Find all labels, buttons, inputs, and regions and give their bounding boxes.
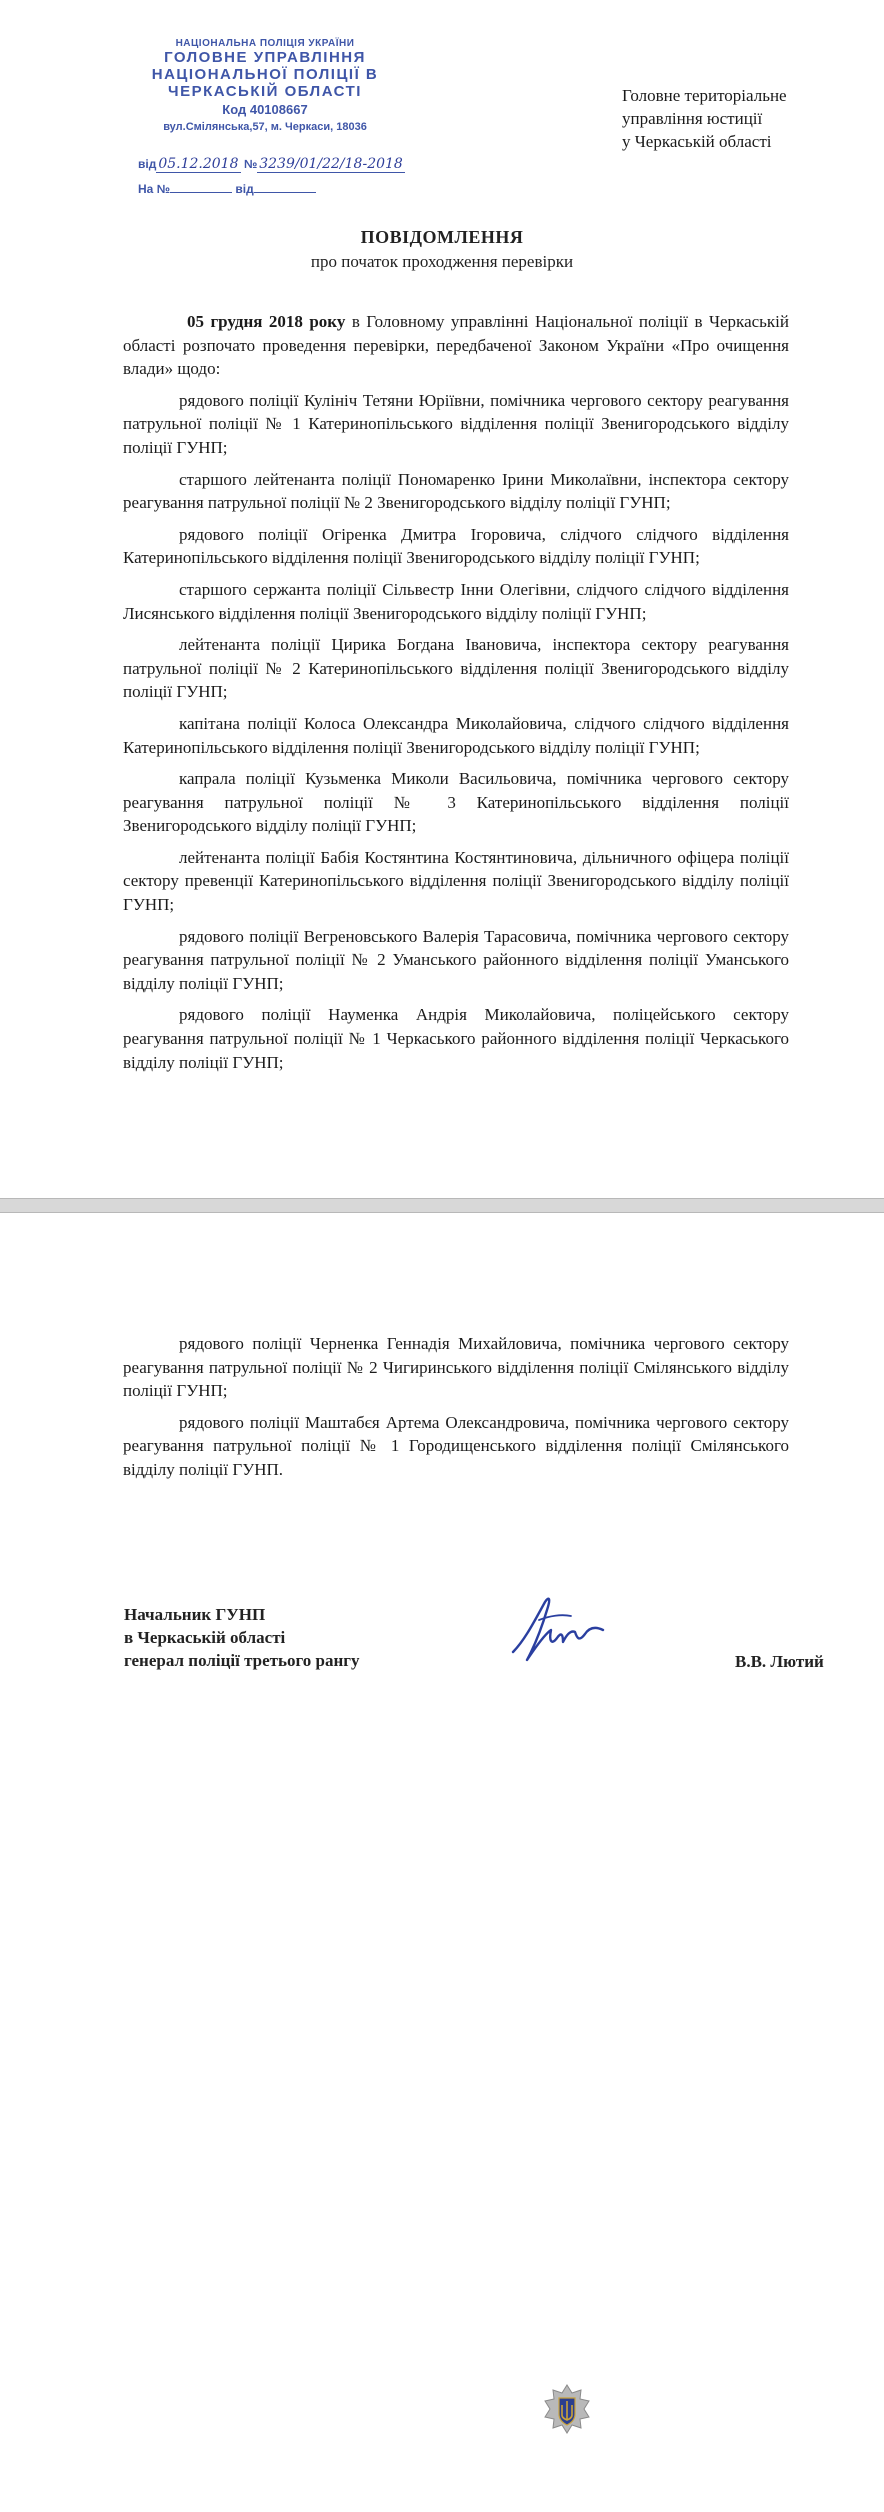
registration-stamp [100,38,430,196]
stamp-address: вул.Смілянська,57, м. Черкаси, 18036 [163,121,367,133]
list-item: капітана поліції Колоса Олександра Миколайовича, слідчого слідчого відділення Катеринопільського відділення поліції Звенигородського відділу поліції ГУНП; [123,713,789,757]
list-item: рядового поліції Кулініч Тетяни Юріївни, помічника чергового сектору реагування патрульної поліції № 1 Катеринопільського відділення поліції Звенигородського відділу поліції ГУНП; [123,390,789,457]
signatory-name: В.В. Лютий [735,1652,824,1671]
list-item: старшого лейтенанта поліції Пономаренко Ірини Миколаївни, інспектора сектору реагування патрульної поліції № 2 Звенигородського відділу поліції ГУНП; [123,469,789,513]
intro-date: 05 грудня 2018 року [187,312,346,331]
stamp-ref-no-label: № [243,157,258,171]
document-body-page-1 [123,310,789,1082]
stamp-incoming-label: На № [138,182,171,196]
stamp-outgoing-reference [138,156,405,172]
list-item: капрала поліції Кузьменка Миколи Васильовича, помічника чергового сектору реагування патрульної поліції № 3 Катеринопільського відділення поліції Звенигородського відділу поліції ГУНП; [123,769,789,836]
list-item: старшого сержанта поліції Сільвестр Інни Олегівни, слідчого слідчого відділення Лисянського відділення поліції Звенигородського відділу поліції ГУНП; [123,579,789,623]
signatory-line-2: в Черкаській області [124,1628,286,1647]
police-emblem-icon [542,2384,592,2434]
stamp-line-2: ГОЛОВНЕ УПРАВЛІННЯ [164,49,366,66]
stamp-ref-date: 05.12.2018 [158,156,239,172]
addressee-block [622,84,787,153]
list-item: рядового поліції Науменка Андрія Миколайовича, поліцейського сектору реагування патрульної поліції № 1 Черкаського районного відділення поліції Черкаського відділу поліції ГУНП; [123,1005,789,1072]
list-item: рядового поліції Маштабєя Артема Олександровича, помічника чергового сектору реагування патрульної поліції № 1 Городищенського відділення поліції Смілянського відділу поліції ГУНП. [123,1412,789,1479]
stamp-line-1: НАЦІОНАЛЬНА ПОЛІЦІЯ УКРАЇНИ [175,38,355,49]
addressee-line-1: Головне територіальне [622,86,787,105]
list-item: рядового поліції Черненка Геннадія Михайловича, помічника чергового сектору реагування патрульної поліції № 2 Чигиринського відділення поліції Смілянського відділу поліції ГУНП; [123,1334,789,1401]
handwritten-signature [505,1590,615,1675]
signatory-position [124,1603,360,1672]
document-body-page-2 [123,1332,789,1490]
stamp-line-3: НАЦІОНАЛЬНОЇ ПОЛІЦІЇ В [151,66,379,83]
list-item: рядового поліції Вегреновського Валерія Тарасовича, помічника чергового сектору реагування патрульної поліції № 2 Уманського районного відділення поліції Уманського відділу поліції ГУНП; [123,926,789,993]
stamp-ref-number: 3239/01/22/18-2018 [259,156,403,172]
stamp-incoming-from: від [235,182,254,196]
document-title: ПОВІДОМЛЕННЯ [360,227,524,247]
list-item: лейтенанта поліції Бабія Костянтина Костянтиновича, дільничного офіцера поліції сектору превенції Катеринопільського відділення поліції Звенигородського відділу поліції ГУНП; [123,847,789,915]
stamp-incoming-reference [138,182,316,196]
stamp-line-4: ЧЕРКАСЬКІЙ ОБЛАСТІ [168,83,362,100]
list-item: лейтенанта поліції Цирика Богдана Івановича, інспектора сектору реагування патрульної поліції № 2 Катеринопільського відділення поліції Звенигородського відділу поліції ГУНП; [123,635,789,702]
intro-paragraph [123,310,789,381]
addressee-line-3: у Черкаській області [622,132,772,151]
list-item: рядового поліції Огіренка Дмитра Ігоровича, слідчого слідчого відділення Катеринопільського відділення поліції Звенигородського відділу поліції ГУНП; [123,524,789,568]
signatory-line-1: Начальник ГУНП [124,1605,266,1624]
document-subtitle: про початок проходження перевірки [310,252,574,271]
stamp-ref-prefix: від [138,157,157,171]
intro-text: в Головному управлінні Національної поліції в Черкаській області розпочато проведення перевірки, передбаченої Законом України «Про очищення влади» щодо: [123,312,789,379]
stamp-code: Код 40108667 [222,102,308,117]
document-page-1 [0,0,884,1199]
signatory-line-3: генерал поліції третього рангу [124,1651,360,1670]
addressee-line-2: управління юстиції [622,109,763,128]
